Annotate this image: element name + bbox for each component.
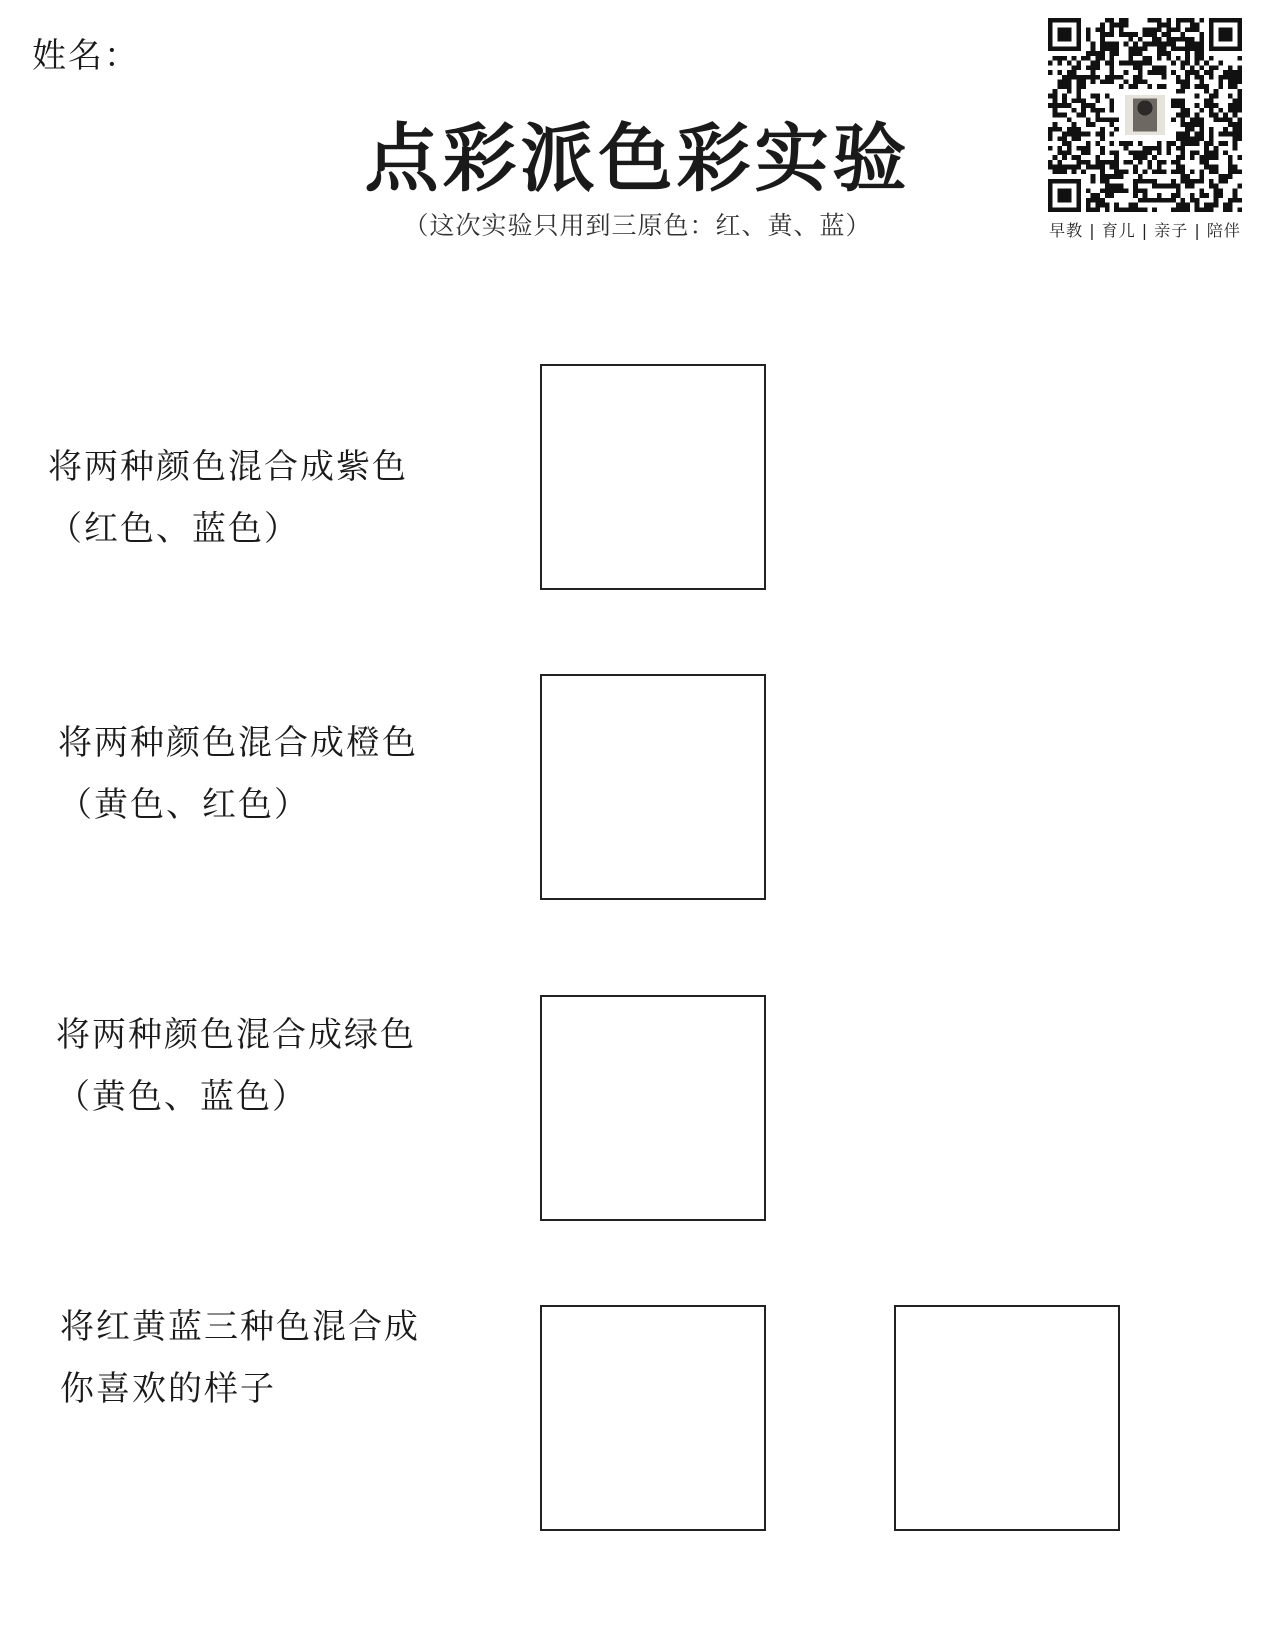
task-instruction: 将两种颜色混合成紫色: [48, 447, 408, 487]
color-box-purple: [540, 364, 766, 590]
task-hint: （黄色、蓝色）: [56, 1077, 308, 1117]
task-hint: （黄色、红色）: [58, 785, 310, 825]
page-title: 点彩派色彩实验: [364, 116, 911, 202]
color-box-orange: [540, 674, 766, 900]
task-hint: （红色、蓝色）: [48, 509, 300, 549]
task-orange: [58, 712, 418, 836]
task-hint: 你喜欢的样子: [60, 1369, 276, 1409]
color-box-free-2: [894, 1305, 1120, 1531]
qr-code-block: [1048, 18, 1242, 241]
task-green: [56, 1004, 416, 1128]
task-instruction: 将红黄蓝三种色混合成: [60, 1307, 420, 1347]
qr-code-icon: [1048, 18, 1242, 212]
task-instruction: 将两种颜色混合成绿色: [56, 1015, 416, 1055]
task-free-mix: [60, 1296, 420, 1420]
color-box-green: [540, 995, 766, 1221]
page-subtitle: （这次实验只用到三原色：红、黄、蓝）: [403, 211, 872, 240]
color-box-free-1: [540, 1305, 766, 1531]
qr-caption: 早教 | 育儿 | 亲子 | 陪伴: [1049, 221, 1241, 240]
name-label: 姓名：: [32, 36, 140, 76]
task-purple: [48, 436, 408, 560]
task-instruction: 将两种颜色混合成橙色: [58, 723, 418, 763]
